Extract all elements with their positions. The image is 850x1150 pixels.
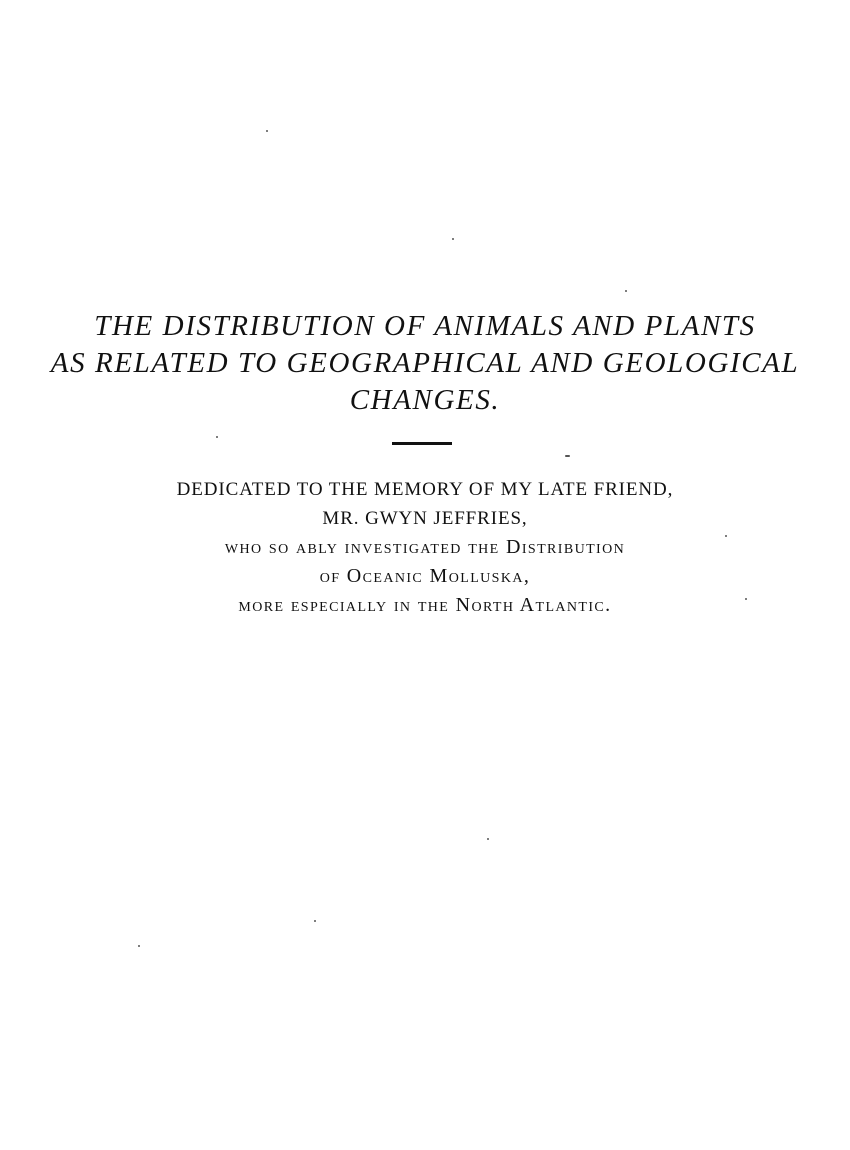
scan-speck [452, 238, 454, 240]
title-divider-rule [392, 442, 452, 445]
scan-speck [487, 838, 489, 840]
title-line-2: AS RELATED TO GEOGRAPHICAL AND GEOLOGICAL [50, 347, 800, 379]
scan-speck [625, 290, 627, 292]
dedication-line-2: MR. GWYN JEFFRIES, [322, 508, 528, 529]
dedication-line-3: who so ably investigated the Distribution [224, 536, 626, 558]
dedication-line-5: more especially in the North Atlantic. [238, 594, 612, 616]
scan-speck [266, 130, 268, 132]
dedication-line-1: DEDICATED TO THE MEMORY OF MY LATE FRIEND, [176, 479, 674, 500]
scan-speck [216, 436, 218, 438]
scan-speck [725, 535, 727, 537]
dedication-block [0, 475, 850, 620]
title-block [0, 308, 850, 419]
scan-speck [138, 945, 140, 947]
title-line-1: THE DISTRIBUTION OF ANIMALS AND PLANTS [94, 310, 756, 342]
scan-speck [314, 920, 316, 922]
dedication-line-4: of Oceanic Molluska, [319, 565, 531, 587]
scan-speck [565, 455, 570, 457]
scan-speck [745, 598, 747, 600]
title-line-3: CHANGES. [349, 384, 501, 416]
